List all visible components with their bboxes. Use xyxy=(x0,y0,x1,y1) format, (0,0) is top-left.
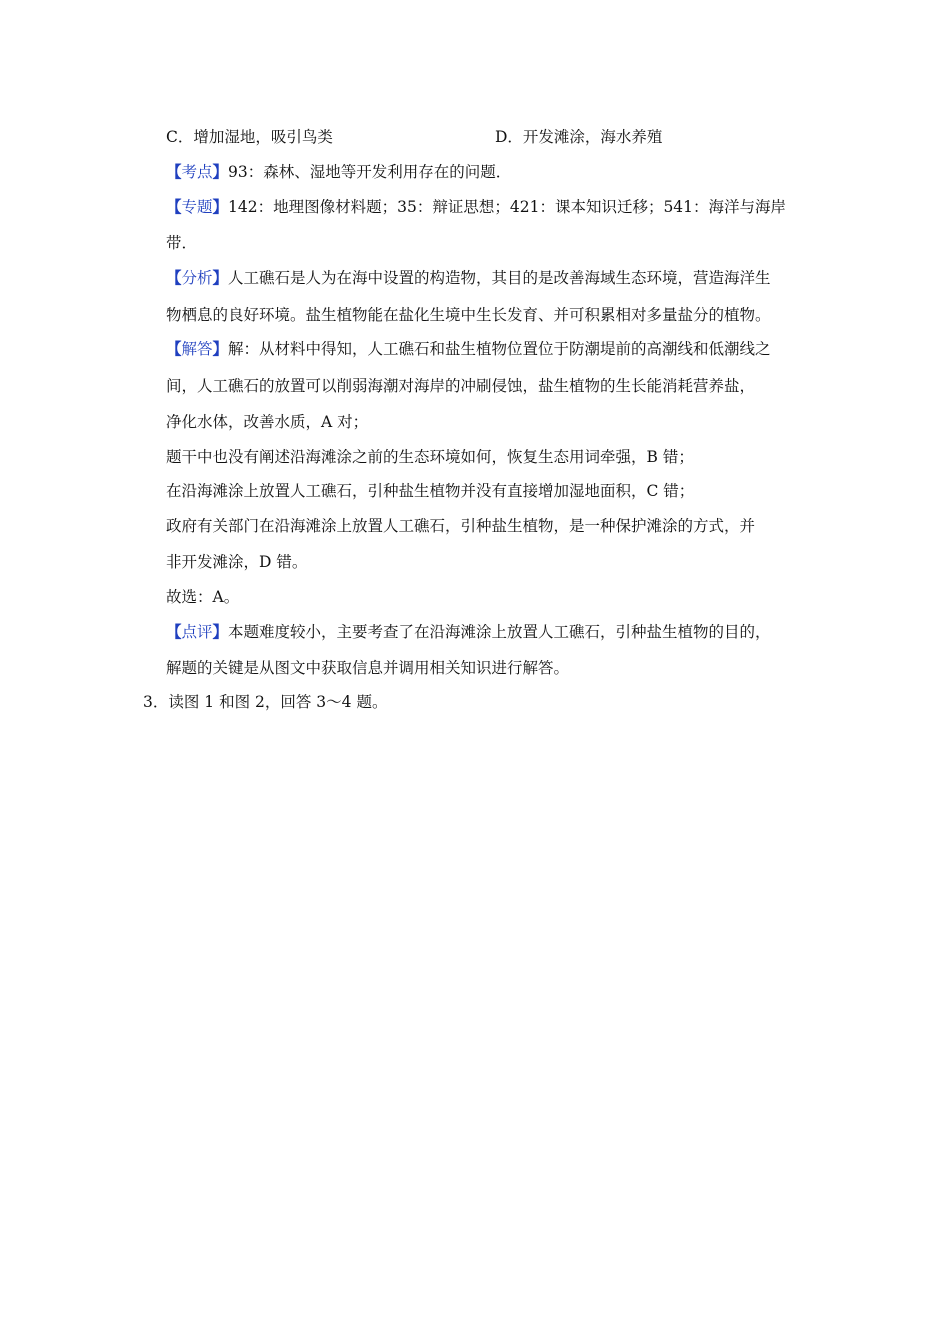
kaodian-text: 93：森林、湿地等开发利用存在的问题． xyxy=(228,163,512,181)
jieda-text-4: 题干中也没有阐述沿海滩涂之前的生态环境如何，恢复生态用词牵强，B 错； xyxy=(166,448,694,466)
kaodian-line xyxy=(166,162,511,182)
jieda-text-6: 政府有关部门在沿海滩涂上放置人工礁石，引种盐生植物，是一种保护滩涂的方式，并 xyxy=(166,517,756,535)
bracket-close: 】 xyxy=(212,162,229,181)
bracket-open: 【 xyxy=(166,622,182,641)
question-3: 3．读图 1 和图 2，回答 3～4 题。 xyxy=(143,693,388,711)
jieda-text-7: 非开发滩涂，D 错。 xyxy=(166,553,308,571)
jieda-text-8: 故选：A。 xyxy=(166,588,240,606)
zhuanti-line xyxy=(166,197,786,217)
zhuanti-label: 专题 xyxy=(181,198,213,216)
jieda-label: 解答 xyxy=(181,340,213,358)
jieda-text-1: 解：从材料中得知，人工礁石和盐生植物位置位于防潮堤前的高潮线和低潮线之 xyxy=(228,340,771,358)
zhuanti-text-2: 带． xyxy=(166,234,198,252)
kaodian-label: 考点 xyxy=(181,163,213,181)
fenxi-text-1: 人工礁石是人为在海中设置的构造物，其目的是改善海域生态环境，营造海洋生 xyxy=(228,269,771,287)
fenxi-label: 分析 xyxy=(181,269,213,287)
dianping-label: 点评 xyxy=(181,623,213,641)
dianping-text-1: 本题难度较小，主要考查了在沿海滩涂上放置人工礁石，引种盐生植物的目的， xyxy=(228,623,771,641)
jieda-text-3: 净化水体，改善水质，A 对； xyxy=(166,413,369,431)
option-d: D．开发滩涂，海水养殖 xyxy=(495,128,663,146)
fenxi-text-2: 物栖息的良好环境。盐生植物能在盐化生境中生长发育、并可积累相对多量盐分的植物。 xyxy=(166,306,771,324)
bracket-close: 】 xyxy=(212,622,229,641)
option-c: C．增加湿地，吸引鸟类 xyxy=(166,128,333,146)
jieda-line xyxy=(166,339,771,359)
jieda-text-2: 间，人工礁石的放置可以削弱海潮对海岸的冲刷侵蚀，盐生植物的生长能消耗营养盐， xyxy=(166,377,756,395)
bracket-open: 【 xyxy=(166,268,182,287)
bracket-open: 【 xyxy=(166,162,182,181)
zhuanti-text-1: 142：地理图像材料题；35：辩证思想；421：课本知识迁移；541：海洋与海岸 xyxy=(228,198,787,216)
bracket-open: 【 xyxy=(166,339,182,358)
bracket-close: 】 xyxy=(212,268,229,287)
dianping-text-2: 解题的关键是从图文中获取信息并调用相关知识进行解答。 xyxy=(166,659,570,677)
fenxi-line xyxy=(166,268,771,288)
bracket-open: 【 xyxy=(166,197,182,216)
bracket-close: 】 xyxy=(212,197,229,216)
dianping-line xyxy=(166,622,771,642)
jieda-text-5: 在沿海滩涂上放置人工礁石，引种盐生植物并没有直接增加湿地面积，C 错； xyxy=(166,482,695,500)
bracket-close: 】 xyxy=(212,339,229,358)
